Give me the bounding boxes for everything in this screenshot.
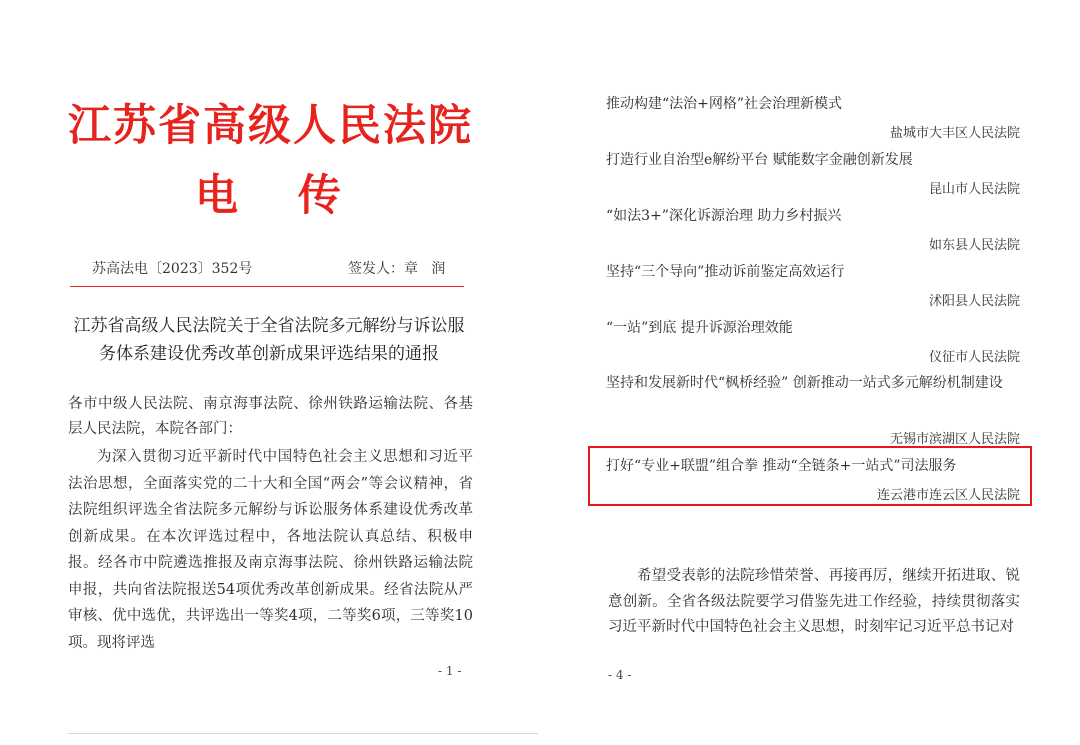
body-paragraph: 为深入贯彻习近平新时代中国特色社会主义思想和习近平法治思想，全面落实党的二十大和全国“两会”等会议精神，省法院组织评选全省法院多元解纷与诉讼服务体系建设优秀改革创新成果。在本次评选过程中，各地法院认真总结、积极申报。经各市中院遴选推报及南京海事法院、徐州铁路运输法院申报，共向省法院报送54项优秀改革创新成果。经省法院从严审核、优中选优，共评选出一等奖4项，二等奖6项，三等奖10项。现将评选 [68,449,473,651]
award-title: “一站”到底 提升诉源治理效能 [606,320,793,336]
notice-title: 江苏省高级人民法院关于全省法院多元解纷与诉讼服务体系建设优秀改革创新成果评选结果的通报 [73,316,465,364]
page-number: - 4 - [608,668,632,682]
document-number: 苏高法电〔2023〕352号 [92,261,253,277]
award-court: 仪征市人民法院 [928,350,1020,365]
page-number: - 1 - [438,664,462,678]
award-title: 坚持和发展新时代“枫桥经验” 创新推动一站式多元解纷机制建设 [606,375,1003,391]
award-court: 无锡市滨湖区人民法院 [889,432,1020,447]
award-court: 沭阳县人民法院 [928,294,1020,309]
right-page [540,0,1080,745]
award-court: 盐城市大丰区人民法院 [889,126,1020,141]
award-title: “如法3+”深化诉源治理 助力乡村振兴 [606,208,842,224]
award-court-highlighted: 连云港市连云区人民法院 [876,488,1020,503]
award-title: 坚持“三个导向”推动诉前鉴定高效运行 [606,264,845,280]
highlight-box [588,446,1032,506]
scan-edge [68,733,538,734]
award-court: 昆山市人民法院 [928,182,1020,197]
signer: 签发人：章 润 [348,261,446,277]
document-type: 电 传 [195,171,341,221]
award-court: 如东县人民法院 [928,238,1020,253]
closing-paragraph: 希望受表彰的法院珍惜荣誉、再接再厉，继续开拓进取、锐意创新。全省各级法院要学习借鉴先进工作经验，持续贯彻落实习近平新时代中国特色社会主义思想，时刻牢记习近平总书记对 [608,568,1020,635]
award-title: 推动构建“法治+网格”社会治理新模式 [606,96,843,112]
addressee: 各市中级人民法院、南京海事法院、徐州铁路运输法院、各基层人民法院，本院各部门： [68,396,473,437]
issuing-court-title: 江苏省高级人民法院 [68,101,473,151]
red-divider [70,286,464,287]
award-title-highlighted: 打好“专业+联盟”组合拳 推动“全链条+一站式”司法服务 [606,458,957,474]
award-title: 打造行业自治型e解纷平台 赋能数字金融创新发展 [606,152,913,168]
